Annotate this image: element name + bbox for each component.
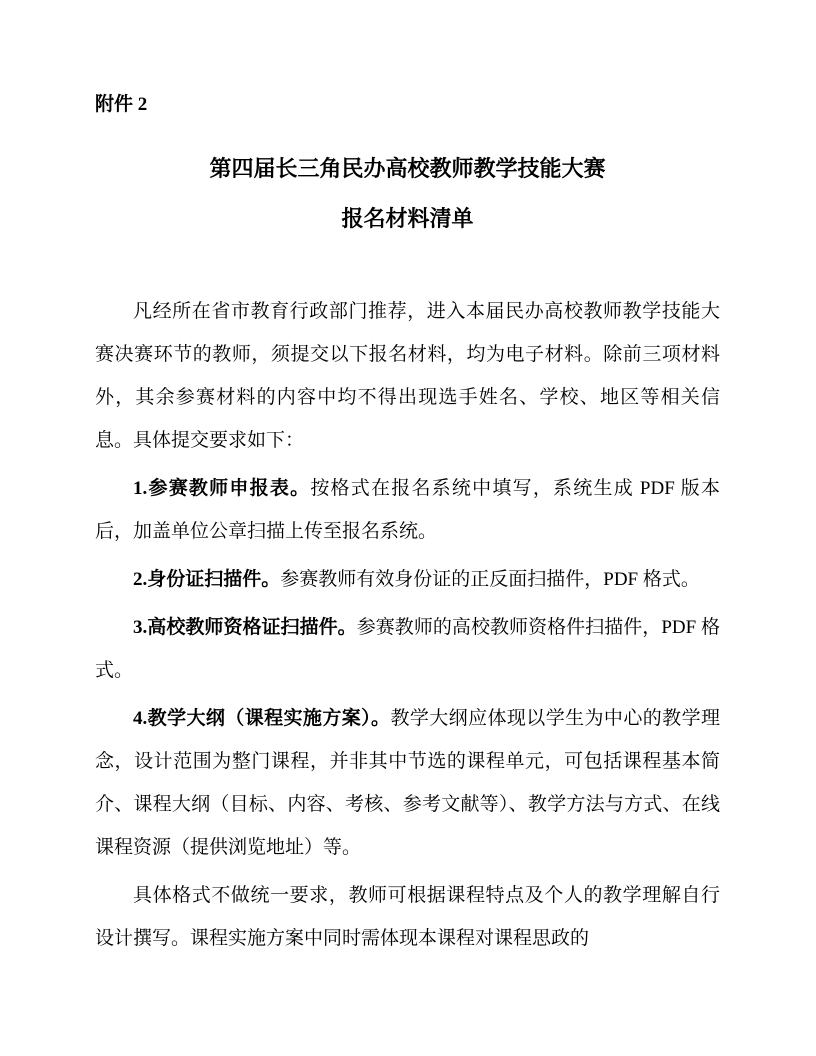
list-item-3-body: 参赛教师的高校教师资格件扫描件，PDF 格式。 [95, 617, 720, 681]
list-item-4-lead: 4.教学大纲（课程实施方案）。 [133, 708, 391, 729]
title-block [95, 144, 720, 244]
document-title-line2: 报名材料清单 [341, 206, 474, 231]
list-item-1 [95, 467, 720, 553]
list-item-2 [95, 558, 720, 601]
list-item-1-body: 按格式在报名系统中填写，系统生成 PDF 版本后，加盖单位公章扫描上传至报名系统。 [95, 478, 720, 542]
attachment-label: 附件 2 [95, 94, 148, 115]
list-item-1-lead: 1.参赛教师申报表。 [133, 478, 311, 499]
list-item-3-lead: 3.高校教师资格证扫描件。 [133, 617, 357, 638]
list-item-3 [95, 606, 720, 692]
list-item-4-body: 教学大纲应体现以学生为中心的教学理念，设计范围为整门课程，并非其中节选的课程单元，可包括课程基本简介、课程大纲（目标、内容、考核、参考文献等）、教学方法与方式、在线课程资源（提供浏览地址）等。 [95, 708, 720, 858]
list-item-4 [95, 697, 720, 869]
intro-paragraph: 凡经所在省市教育行政部门推荐，进入本届民办高校教师教学技能大赛决赛环节的教师，须提交以下报名材料，均为电子材料。除前三项材料外，其余参赛材料的内容中均不得出现选手姓名、学校、地区等相关信息。具体提交要求如下： [95, 301, 720, 451]
closing-paragraph: 具体格式不做统一要求，教师可根据课程特点及个人的教学理解自行设计撰写。课程实施方案中同时需体现本课程对课程思政的 [95, 885, 720, 949]
list-item-2-body: 参赛教师有效身份证的正反面扫描件，PDF 格式。 [280, 569, 700, 590]
document-title-line1: 第四届长三角民办高校教师教学技能大赛 [209, 156, 606, 181]
list-item-2-lead: 2.身份证扫描件。 [133, 569, 281, 590]
